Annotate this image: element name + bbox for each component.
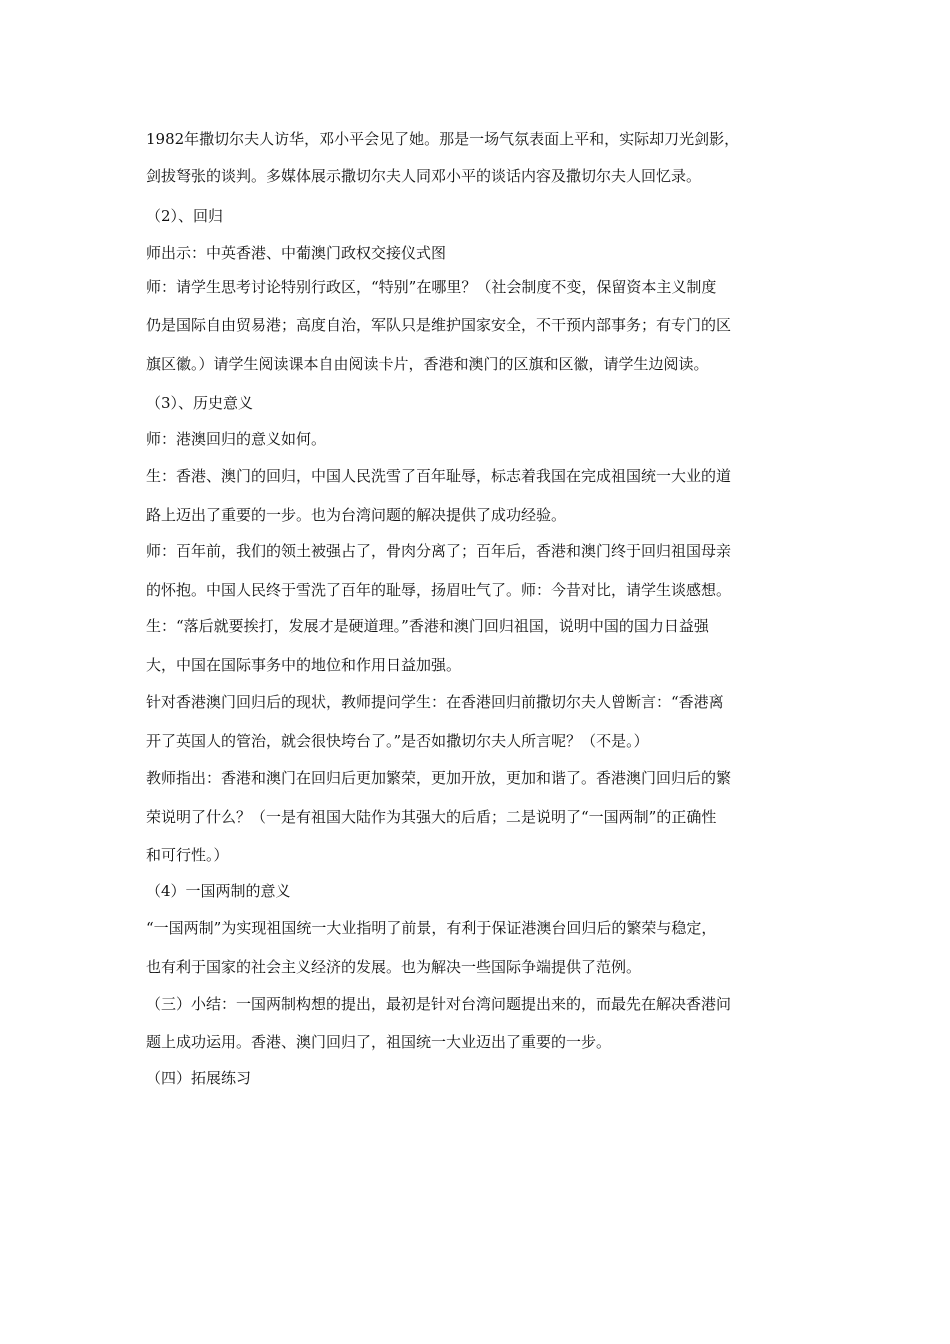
- text-line: 教师指出：香港和澳门在回归后更加繁荣，更加开放，更加和谐了。香港澳门回归后的繁: [146, 769, 732, 787]
- text-line: 剑拔弩张的谈判。多媒体展示撒切尔夫人同邓小平的谈话内容及撒切尔夫人回忆录。: [146, 167, 702, 185]
- text-line: 师：港澳回归的意义如何。: [146, 430, 327, 448]
- section-heading: （四）拓展练习: [146, 1069, 252, 1087]
- text-line: 师：请学生思考讨论特别行政区，“特别”在哪里？（社会制度不变，保留资本主义制度: [146, 278, 717, 296]
- text-line: 针对香港澳门回归后的现状，教师提问学生：在香港回归前撒切尔夫人曾断言：“香港离: [146, 693, 724, 711]
- section-heading: （2）、回归: [146, 207, 224, 225]
- text-line: 题上成功运用。香港、澳门回归了，祖国统一大业迈出了重要的一步。: [146, 1033, 612, 1051]
- text-line: 1982年撒切尔夫人访华，邓小平会见了她。那是一场气氛表面上平和，实际却刀光剑影，: [146, 130, 740, 148]
- text-line: 和可行性。）: [146, 846, 229, 864]
- text-line: 路上迈出了重要的一步。也为台湾问题的解决提供了成功经验。: [146, 506, 567, 524]
- section-heading: （3）、历史意义: [146, 394, 254, 412]
- text-line: 荣说明了什么？（一是有祖国大陆作为其强大的后盾；二是说明了“一国两制”的正确性: [146, 808, 717, 826]
- text-line: 大，中国在国际事务中的地位和作用日益加强。: [146, 656, 462, 674]
- text-line: “一国两制”为实现祖国统一大业指明了前景，有利于保证港澳台回归后的繁荣与稳定，: [146, 919, 717, 937]
- text-line: 生：“落后就要挨打，发展才是硬道理。”香港和澳门回归祖国，说明中国的国力日益强: [146, 617, 709, 635]
- text-line: 仍是国际自由贸易港；高度自治，军队只是维护国家安全，不干预内部事务；有专门的区: [146, 316, 732, 334]
- text-line: 也有利于国家的社会主义经济的发展。也为解决一些国际争端提供了范例。: [146, 958, 642, 976]
- text-line: 开了英国人的管治，就会很快垮台了。”是否如撒切尔夫人所言呢？（不是。）: [146, 732, 649, 750]
- text-line: 师：百年前，我们的领土被强占了，骨肉分离了；百年后，香港和澳门终于回归祖国母亲: [146, 542, 732, 560]
- text-line: 旗区徽。）请学生阅读课本自由阅读卡片，香港和澳门的区旗和区徽，请学生边阅读。: [146, 355, 709, 373]
- text-line: （三）小结：一国两制构想的提出，最初是针对台湾问题提出来的，而最先在解决香港问: [146, 995, 732, 1013]
- text-line: 的怀抱。中国人民终于雪洗了百年的耻辱，扬眉吐气了。师：今昔对比，请学生谈感想。: [146, 581, 732, 599]
- text-line: 师出示：中英香港、中葡澳门政权交接仪式图: [146, 244, 447, 262]
- section-heading: （4）一国两制的意义: [146, 882, 291, 900]
- text-line: 生：香港、澳门的回归，中国人民洗雪了百年耻辱，标志着我国在完成祖国统一大业的道: [146, 467, 732, 485]
